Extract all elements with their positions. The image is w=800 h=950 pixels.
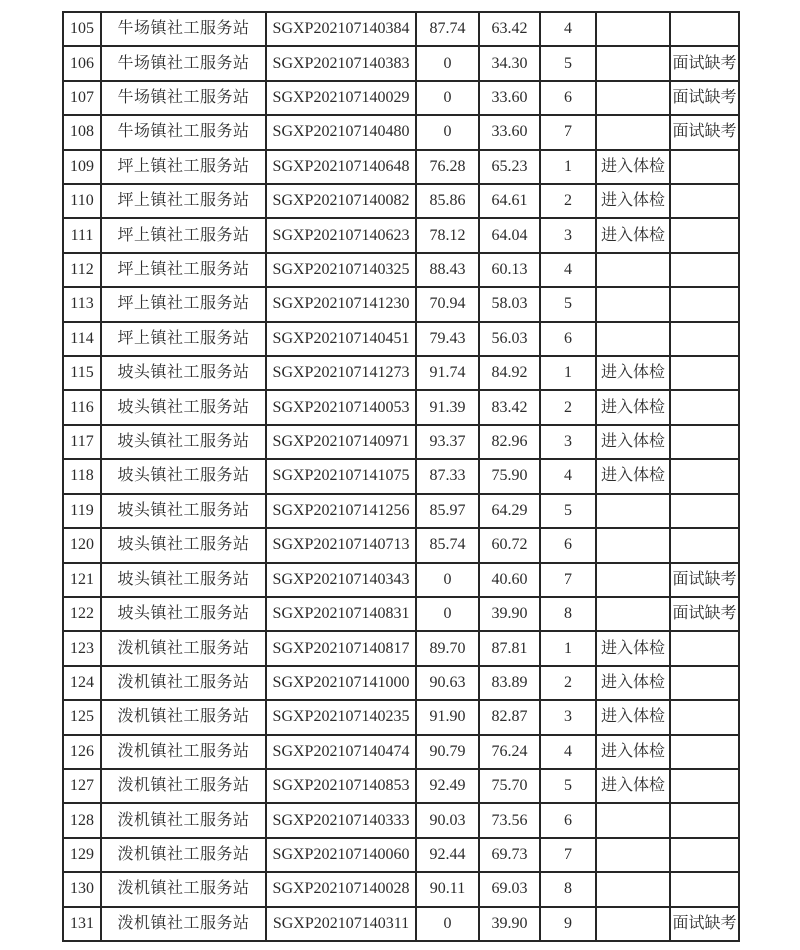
cell-interview-score: 90.63 [416, 666, 479, 700]
cell-station-name: 泼机镇社工服务站 [101, 803, 266, 837]
cell-note [670, 287, 739, 321]
cell-sequence-number: 116 [63, 390, 101, 424]
cell-station-name: 坪上镇社工服务站 [101, 218, 266, 252]
cell-station-name: 泼机镇社工服务站 [101, 700, 266, 734]
cell-status: 进入体检 [596, 425, 670, 459]
cell-station-name: 牛场镇社工服务站 [101, 81, 266, 115]
cell-rank: 9 [540, 907, 596, 941]
cell-status [596, 907, 670, 941]
cell-interview-score: 89.70 [416, 631, 479, 665]
cell-note: 面试缺考 [670, 907, 739, 941]
table-row [63, 700, 739, 734]
cell-interview-score: 79.43 [416, 322, 479, 356]
cell-candidate-code: SGXP202107140480 [266, 115, 416, 149]
cell-note [670, 184, 739, 218]
cell-interview-score: 0 [416, 597, 479, 631]
cell-candidate-code: SGXP202107141256 [266, 494, 416, 528]
cell-candidate-code: SGXP202107140384 [266, 12, 416, 46]
cell-interview-score: 78.12 [416, 218, 479, 252]
cell-total-score: 39.90 [479, 907, 540, 941]
cell-rank: 7 [540, 838, 596, 872]
cell-status [596, 494, 670, 528]
cell-rank: 7 [540, 115, 596, 149]
cell-interview-score: 87.33 [416, 459, 479, 493]
cell-candidate-code: SGXP202107140028 [266, 872, 416, 906]
cell-total-score: 82.87 [479, 700, 540, 734]
cell-status [596, 287, 670, 321]
cell-station-name: 坪上镇社工服务站 [101, 253, 266, 287]
cell-status: 进入体检 [596, 356, 670, 390]
cell-status: 进入体检 [596, 631, 670, 665]
cell-candidate-code: SGXP202107141273 [266, 356, 416, 390]
cell-sequence-number: 125 [63, 700, 101, 734]
table-row [63, 494, 739, 528]
cell-note [670, 735, 739, 769]
cell-candidate-code: SGXP202107140817 [266, 631, 416, 665]
table-row [63, 425, 739, 459]
table-row [63, 46, 739, 80]
cell-interview-score: 87.74 [416, 12, 479, 46]
table-row [63, 12, 739, 46]
cell-interview-score: 90.03 [416, 803, 479, 837]
cell-status: 进入体检 [596, 769, 670, 803]
cell-total-score: 58.03 [479, 287, 540, 321]
cell-status [596, 528, 670, 562]
table-row [63, 150, 739, 184]
table-row [63, 115, 739, 149]
table-row [63, 356, 739, 390]
cell-total-score: 84.92 [479, 356, 540, 390]
cell-total-score: 39.90 [479, 597, 540, 631]
cell-total-score: 82.96 [479, 425, 540, 459]
cell-rank: 6 [540, 803, 596, 837]
cell-candidate-code: SGXP202107140029 [266, 81, 416, 115]
cell-sequence-number: 130 [63, 872, 101, 906]
cell-total-score: 64.04 [479, 218, 540, 252]
cell-interview-score: 85.97 [416, 494, 479, 528]
cell-sequence-number: 109 [63, 150, 101, 184]
cell-candidate-code: SGXP202107140060 [266, 838, 416, 872]
cell-total-score: 73.56 [479, 803, 540, 837]
cell-station-name: 泼机镇社工服务站 [101, 838, 266, 872]
cell-note [670, 666, 739, 700]
table-row [63, 218, 739, 252]
cell-sequence-number: 120 [63, 528, 101, 562]
cell-station-name: 坡头镇社工服务站 [101, 390, 266, 424]
cell-note [670, 12, 739, 46]
cell-note [670, 218, 739, 252]
cell-total-score: 34.30 [479, 46, 540, 80]
cell-status: 进入体检 [596, 218, 670, 252]
cell-total-score: 64.29 [479, 494, 540, 528]
table-row [63, 563, 739, 597]
cell-sequence-number: 127 [63, 769, 101, 803]
cell-note [670, 631, 739, 665]
cell-sequence-number: 124 [63, 666, 101, 700]
cell-sequence-number: 126 [63, 735, 101, 769]
cell-status [596, 46, 670, 80]
cell-status [596, 253, 670, 287]
cell-status: 进入体检 [596, 666, 670, 700]
cell-candidate-code: SGXP202107140474 [266, 735, 416, 769]
cell-candidate-code: SGXP202107140325 [266, 253, 416, 287]
cell-sequence-number: 113 [63, 287, 101, 321]
cell-candidate-code: SGXP202107141075 [266, 459, 416, 493]
cell-note [670, 459, 739, 493]
cell-station-name: 坡头镇社工服务站 [101, 494, 266, 528]
cell-station-name: 坡头镇社工服务站 [101, 459, 266, 493]
cell-rank: 7 [540, 563, 596, 597]
table-row [63, 322, 739, 356]
cell-note: 面试缺考 [670, 597, 739, 631]
cell-status: 进入体检 [596, 390, 670, 424]
cell-sequence-number: 119 [63, 494, 101, 528]
cell-candidate-code: SGXP202107140343 [266, 563, 416, 597]
cell-total-score: 33.60 [479, 81, 540, 115]
cell-status [596, 563, 670, 597]
cell-candidate-code: SGXP202107140333 [266, 803, 416, 837]
cell-note: 面试缺考 [670, 81, 739, 115]
table-row [63, 803, 739, 837]
cell-status [596, 322, 670, 356]
cell-sequence-number: 108 [63, 115, 101, 149]
cell-status [596, 872, 670, 906]
results-table [62, 11, 740, 942]
cell-sequence-number: 129 [63, 838, 101, 872]
table-row [63, 597, 739, 631]
cell-note: 面试缺考 [670, 563, 739, 597]
cell-interview-score: 0 [416, 907, 479, 941]
cell-status [596, 81, 670, 115]
cell-station-name: 泼机镇社工服务站 [101, 907, 266, 941]
cell-candidate-code: SGXP202107141000 [266, 666, 416, 700]
cell-station-name: 坪上镇社工服务站 [101, 287, 266, 321]
cell-rank: 4 [540, 735, 596, 769]
cell-rank: 5 [540, 46, 596, 80]
cell-candidate-code: SGXP202107141230 [266, 287, 416, 321]
cell-status: 进入体检 [596, 150, 670, 184]
cell-candidate-code: SGXP202107140971 [266, 425, 416, 459]
cell-station-name: 坡头镇社工服务站 [101, 425, 266, 459]
cell-status: 进入体检 [596, 184, 670, 218]
cell-station-name: 坪上镇社工服务站 [101, 150, 266, 184]
cell-rank: 1 [540, 631, 596, 665]
cell-note [670, 390, 739, 424]
cell-status [596, 12, 670, 46]
cell-note [670, 253, 739, 287]
cell-total-score: 63.42 [479, 12, 540, 46]
cell-sequence-number: 105 [63, 12, 101, 46]
cell-total-score: 76.24 [479, 735, 540, 769]
cell-candidate-code: SGXP202107140648 [266, 150, 416, 184]
cell-sequence-number: 122 [63, 597, 101, 631]
cell-interview-score: 85.74 [416, 528, 479, 562]
cell-total-score: 83.42 [479, 390, 540, 424]
cell-interview-score: 92.44 [416, 838, 479, 872]
cell-candidate-code: SGXP202107140831 [266, 597, 416, 631]
cell-station-name: 泼机镇社工服务站 [101, 769, 266, 803]
cell-candidate-code: SGXP202107140082 [266, 184, 416, 218]
cell-total-score: 33.60 [479, 115, 540, 149]
cell-sequence-number: 115 [63, 356, 101, 390]
cell-note [670, 150, 739, 184]
cell-status [596, 597, 670, 631]
table-row [63, 184, 739, 218]
cell-note: 面试缺考 [670, 46, 739, 80]
cell-candidate-code: SGXP202107140053 [266, 390, 416, 424]
cell-candidate-code: SGXP202107140311 [266, 907, 416, 941]
table-row [63, 907, 739, 941]
table-row [63, 528, 739, 562]
cell-note [670, 838, 739, 872]
cell-interview-score: 0 [416, 81, 479, 115]
cell-total-score: 69.73 [479, 838, 540, 872]
cell-rank: 3 [540, 218, 596, 252]
cell-interview-score: 93.37 [416, 425, 479, 459]
cell-total-score: 60.72 [479, 528, 540, 562]
cell-total-score: 75.90 [479, 459, 540, 493]
cell-rank: 1 [540, 356, 596, 390]
table-row [63, 735, 739, 769]
cell-sequence-number: 111 [63, 218, 101, 252]
table-row [63, 390, 739, 424]
results-table-body [63, 12, 739, 941]
cell-rank: 1 [540, 150, 596, 184]
cell-rank: 6 [540, 322, 596, 356]
cell-interview-score: 90.79 [416, 735, 479, 769]
cell-total-score: 40.60 [479, 563, 540, 597]
cell-rank: 8 [540, 597, 596, 631]
cell-rank: 3 [540, 700, 596, 734]
cell-status: 进入体检 [596, 459, 670, 493]
cell-total-score: 69.03 [479, 872, 540, 906]
cell-status [596, 115, 670, 149]
cell-station-name: 泼机镇社工服务站 [101, 666, 266, 700]
cell-station-name: 泼机镇社工服务站 [101, 872, 266, 906]
cell-station-name: 坪上镇社工服务站 [101, 322, 266, 356]
cell-interview-score: 92.49 [416, 769, 479, 803]
cell-candidate-code: SGXP202107140383 [266, 46, 416, 80]
cell-interview-score: 91.39 [416, 390, 479, 424]
cell-interview-score: 91.74 [416, 356, 479, 390]
cell-rank: 4 [540, 253, 596, 287]
cell-rank: 2 [540, 184, 596, 218]
table-row [63, 838, 739, 872]
table-row [63, 287, 739, 321]
cell-station-name: 泼机镇社工服务站 [101, 735, 266, 769]
cell-station-name: 牛场镇社工服务站 [101, 115, 266, 149]
cell-interview-score: 91.90 [416, 700, 479, 734]
cell-note [670, 494, 739, 528]
cell-rank: 5 [540, 287, 596, 321]
cell-note [670, 425, 739, 459]
cell-candidate-code: SGXP202107140623 [266, 218, 416, 252]
cell-rank: 5 [540, 494, 596, 528]
cell-sequence-number: 106 [63, 46, 101, 80]
cell-station-name: 泼机镇社工服务站 [101, 631, 266, 665]
cell-total-score: 83.89 [479, 666, 540, 700]
cell-status: 进入体检 [596, 735, 670, 769]
cell-note [670, 322, 739, 356]
cell-rank: 6 [540, 81, 596, 115]
cell-total-score: 75.70 [479, 769, 540, 803]
cell-candidate-code: SGXP202107140451 [266, 322, 416, 356]
table-row [63, 81, 739, 115]
cell-candidate-code: SGXP202107140235 [266, 700, 416, 734]
cell-station-name: 牛场镇社工服务站 [101, 12, 266, 46]
cell-total-score: 60.13 [479, 253, 540, 287]
table-row [63, 631, 739, 665]
cell-status [596, 838, 670, 872]
cell-candidate-code: SGXP202107140853 [266, 769, 416, 803]
cell-interview-score: 90.11 [416, 872, 479, 906]
cell-interview-score: 70.94 [416, 287, 479, 321]
cell-sequence-number: 131 [63, 907, 101, 941]
cell-sequence-number: 121 [63, 563, 101, 597]
cell-note [670, 700, 739, 734]
cell-note [670, 356, 739, 390]
cell-rank: 3 [540, 425, 596, 459]
cell-status [596, 803, 670, 837]
table-row [63, 872, 739, 906]
cell-station-name: 坡头镇社工服务站 [101, 597, 266, 631]
cell-station-name: 牛场镇社工服务站 [101, 46, 266, 80]
cell-station-name: 坡头镇社工服务站 [101, 356, 266, 390]
cell-rank: 8 [540, 872, 596, 906]
cell-sequence-number: 110 [63, 184, 101, 218]
cell-note [670, 872, 739, 906]
cell-rank: 2 [540, 390, 596, 424]
cell-interview-score: 0 [416, 46, 479, 80]
cell-rank: 6 [540, 528, 596, 562]
cell-interview-score: 85.86 [416, 184, 479, 218]
cell-interview-score: 76.28 [416, 150, 479, 184]
cell-station-name: 坡头镇社工服务站 [101, 528, 266, 562]
cell-sequence-number: 118 [63, 459, 101, 493]
cell-status: 进入体检 [596, 700, 670, 734]
cell-station-name: 坪上镇社工服务站 [101, 184, 266, 218]
cell-note [670, 769, 739, 803]
cell-candidate-code: SGXP202107140713 [266, 528, 416, 562]
cell-station-name: 坡头镇社工服务站 [101, 563, 266, 597]
cell-sequence-number: 128 [63, 803, 101, 837]
cell-interview-score: 0 [416, 563, 479, 597]
cell-interview-score: 88.43 [416, 253, 479, 287]
cell-interview-score: 0 [416, 115, 479, 149]
cell-rank: 2 [540, 666, 596, 700]
table-row [63, 459, 739, 493]
results-table-container [62, 11, 738, 942]
cell-sequence-number: 123 [63, 631, 101, 665]
cell-sequence-number: 107 [63, 81, 101, 115]
table-row [63, 253, 739, 287]
cell-rank: 4 [540, 459, 596, 493]
cell-rank: 4 [540, 12, 596, 46]
cell-sequence-number: 114 [63, 322, 101, 356]
cell-total-score: 65.23 [479, 150, 540, 184]
cell-sequence-number: 112 [63, 253, 101, 287]
cell-total-score: 64.61 [479, 184, 540, 218]
cell-note [670, 803, 739, 837]
table-row [63, 666, 739, 700]
cell-total-score: 87.81 [479, 631, 540, 665]
table-row [63, 769, 739, 803]
cell-note: 面试缺考 [670, 115, 739, 149]
cell-note [670, 528, 739, 562]
cell-total-score: 56.03 [479, 322, 540, 356]
cell-sequence-number: 117 [63, 425, 101, 459]
cell-rank: 5 [540, 769, 596, 803]
